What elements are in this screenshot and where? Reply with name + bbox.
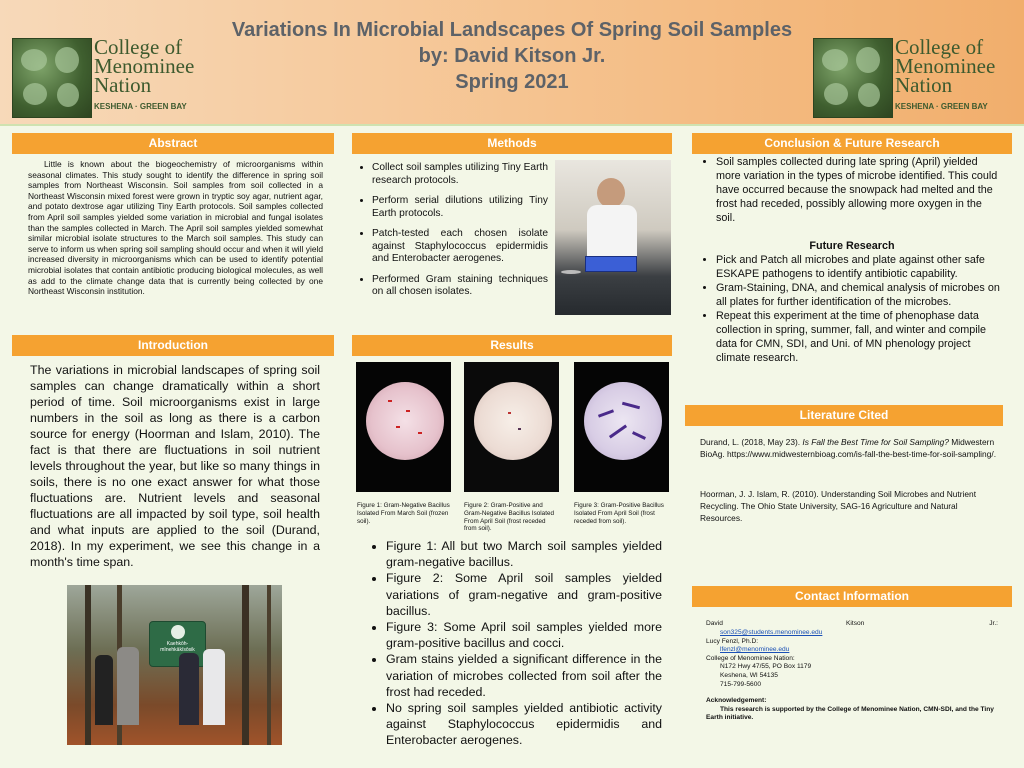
contact-first-name: David [706,620,723,627]
contact-body [706,620,998,723]
figure-2-caption: Figure 2: Gram-Positive and Gram-Negative Bacillus Isolated From April Soil (frost receded from soil). [464,502,554,533]
conclusion-heading: Conclusion & Future Research [692,133,1012,154]
future-item: • Gram-Staining, DNA, and chemical analysis of microbes on all plates for further identification of the microbes. [716,281,1002,309]
logo-tagline: KESHENA · GREEN BAY [94,102,187,111]
logo-wordmark: College of Menominee Nation [895,35,996,97]
literature-ref-1: Durand, L. (2018, May 23). Is Fall the Best Time for Soil Sampling? Midwestern BioAg. https://www.midwesternbioag.com/is-fall-the-best-time-for-soil-sampling/. [700,437,997,459]
figure-3-caption: Figure 3: Gram-Positive Bacillus Isolated From April Soil (frost receded from soil). [574,502,664,525]
field-trip-photo [67,585,282,745]
future-item: • Pick and Patch all microbes and plate against other safe ESKAPE pathogens to identify antibiotic capability. [716,253,1002,281]
conclusion-body [702,155,1002,365]
future-research-heading: Future Research [809,240,895,252]
methods-list [358,162,548,299]
contact-org: College of Menominee Nation: [706,654,795,662]
poster-title [200,17,824,95]
abstract-text: Little is known about the biogeochemistry of microorganisms within seasonal climates. This study sought to identify the difference in spring soil samples from Northeast Wisconsin. Soil samples from soil collected in a Northeast Wisconsin mixed forest were grown in tryptic soy agar, nutrient agar, and potato dextrose agar utilizing Tiny Earth protocols. Soil samples collected from April soil samples yielded some variation in microbial and fungal isolates than the samples collected in March. The April soil samples yielded somewhat similar microbial isolate structures to the March soil samples. This study can serve to inform us when spring soil sampling should occur and when it will yield increased diversity in microorganisms which can be used to identify potential microbial isolates that contain antibiotic producing biological molecules, as well as add to the climate change data that is currently being collected by one Northeast Wisconsin institution. [28,159,323,297]
contact-heading: Contact Information [692,586,1012,607]
results-item: • Gram stains yielded a significant difference in the variation of microbes collected from soil after the frost had receded. [386,651,662,700]
methods-heading: Methods [352,133,672,154]
acknowledgement-text: This research is supported by the College of Menominee Nation, CMN-SDI, and the Tiny Earth initiative. [706,705,994,722]
contact-phone: 715-799-5600 [720,680,762,688]
logo-emblem-icon [813,38,893,118]
logo-wordmark: College of Menominee Nation [94,35,195,97]
methods-item: • Perform serial dilutions utilizing Tiny Earth protocols. [372,195,548,220]
introduction-heading: Introduction [12,335,334,356]
methods-item: • Performed Gram staining techniques on all chosen isolates. [372,274,548,299]
results-item: • Figure 1: All but two March soil samples yielded gram-negative bacillus. [386,538,662,570]
literature-heading: Literature Cited [685,405,1003,426]
contact-suffix: Jr.: [989,620,998,627]
logo-right [813,35,1005,116]
contact-address-2: Keshena, WI 54135 [720,671,778,679]
forest-sign: Kaehkōh-mīnehkākīsōsik [149,621,206,667]
methods-item: • Patch-tested each chosen isolate against Staphylococcus epidermidis and Enterobacter aerogenes. [372,228,548,266]
figure-1-image [356,362,451,492]
title-line-2: by: David Kitson Jr. [418,45,606,67]
figure-2-image [464,362,559,492]
title-line-1: Variations In Microbial Landscapes Of Spring Soil Samples [231,19,793,41]
results-list [372,538,662,749]
title-line-3: Spring 2021 [455,71,569,93]
contact-last-name: Kitson [846,620,865,627]
abstract-heading: Abstract [12,133,334,154]
figure-1-caption: Figure 1: Gram-Negative Bacillus Isolated From March Soil (frozen soil). [357,502,450,525]
lab-photo [555,160,671,315]
figure-3-image [574,362,669,492]
future-item: • Repeat this experiment at the time of phenophase data collection in spring, summer, fall, and winter and compile data for CMN, SDI, and Uni. of MN phenology project climate research. [716,309,1002,365]
results-heading: Results [352,335,672,356]
contact-advisor: Lucy Fenzl, Ph.D: [706,637,759,645]
results-item: • No spring soil samples yielded antibiotic activity against Staphylococcus epidermidis and Enterobacter aerogenes. [386,700,662,749]
acknowledgement-heading: Acknowledgement: [706,697,767,705]
results-item: • Figure 3: Some April soil samples yielded more gram-positive bacillus and cocci. [386,619,662,651]
results-item: • Figure 2: Some April soil samples yielded variations of gram-negative and gram-positive bacillus. [386,570,662,619]
introduction-text: The variations in microbial landscapes of spring soil samples can change dramatically within a short period of time. Soil microorganisms exist in large numbers in the soil as long as there is a carbon source for energy (Hoorman and Islam, 2010). The fact is that there are fluctuations in soil nutrient levels throughout the year, but like so many things in soils, there is no one exact answer for what those fluctuations are. Nutrient levels and seasonal fluctuations are all impacted by soil type, soil health and what inputs are applied to the soil (Durand, 2018). In my experiment, we see this change in a month's time span. [30,363,320,569]
methods-item: • Collect soil samples utilizing Tiny Earth research protocols. [372,162,548,187]
contact-email-2[interactable]: lfenzl@menominee.edu [720,646,790,654]
logo-emblem-icon [12,38,92,118]
logo-left [12,35,204,116]
contact-address-1: N172 Hwy 47/55, PO Box 1179 [720,663,812,671]
contact-email-1[interactable]: son325@students.menominee.edu [720,629,823,636]
conclusion-item: • Soil samples collected during late spring (April) yielded more variation in the types of microbe identified. This could have occurred because the snowpack had melted and the frost had receded, possibly allowing more oxygen in the soil. [716,155,1002,225]
logo-tagline: KESHENA · GREEN BAY [895,102,988,111]
literature-ref-2: Hoorman, J. J. Islam, R. (2010). Understanding Soil Microbes and Nutrient Recycling. The Ohio State University, SAG-16 Agriculture and Natural Resources. [700,489,977,523]
